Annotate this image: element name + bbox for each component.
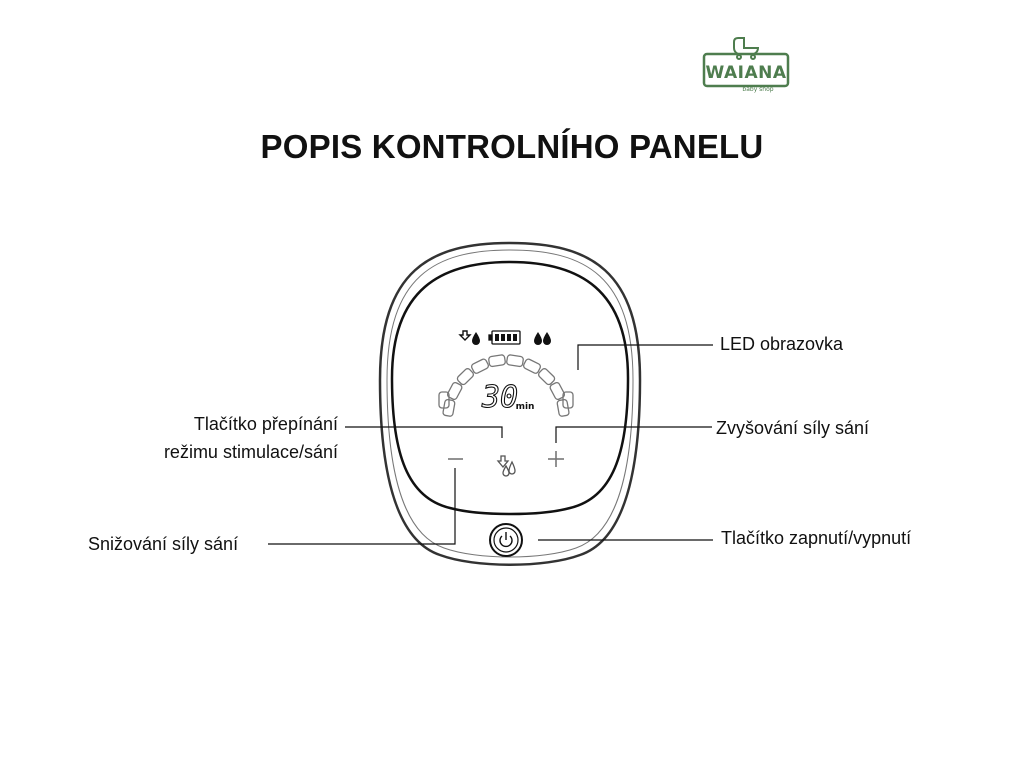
label-decrease-suction: Snižování síly sání — [88, 534, 239, 554]
battery-icon — [489, 331, 520, 344]
suction-level-segment — [488, 355, 505, 367]
logo-tagline: baby shop — [742, 86, 774, 93]
mode-button-icon — [498, 456, 515, 476]
suction-level-segment — [537, 367, 555, 385]
timer-unit: min — [515, 402, 535, 412]
leader-mode-switch — [345, 427, 502, 438]
expression-mode-icon — [534, 332, 551, 345]
logo-brand: WAIANA — [705, 63, 787, 83]
timer-value: 30 — [481, 380, 519, 415]
stimulation-mode-icon — [460, 331, 480, 345]
page-title: POPIS KONTROLNÍHO PANELU — [260, 128, 764, 165]
label-mode-switch-line2: režimu stimulace/sání — [163, 442, 338, 462]
label-led-screen: LED obrazovka — [720, 334, 844, 354]
power-icon — [500, 532, 512, 546]
label-power-button: Tlačítko zapnutí/vypnutí — [721, 528, 912, 548]
leader-decrease — [268, 468, 455, 544]
label-increase-suction: Zvyšování síly sání — [716, 418, 870, 438]
leader-increase — [556, 427, 712, 443]
power-button[interactable] — [490, 524, 522, 556]
leader-led-screen — [578, 345, 713, 370]
label-mode-switch-line1: Tlačítko přepínání — [193, 414, 338, 434]
suction-level-segment — [471, 358, 490, 374]
suction-level-segment — [456, 367, 474, 385]
plus-icon — [548, 451, 564, 467]
suction-level-segment — [506, 355, 523, 367]
suction-level-segment — [523, 358, 542, 374]
